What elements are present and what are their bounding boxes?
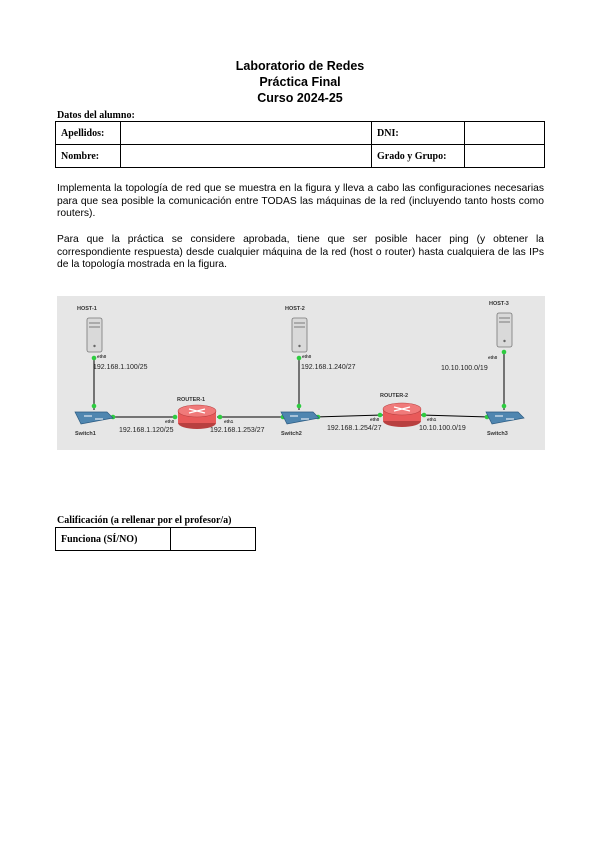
host-1-iface: eth0 <box>97 354 107 359</box>
title-line-1: Laboratorio de Redes <box>235 59 365 73</box>
host-1-ip: 192.168.1.100/25 <box>93 364 148 371</box>
topology-svg <box>57 296 545 450</box>
instructions-paragraph-2: Para que la práctica se considere aprobada, tiene que ser posible hacer ping (y obtener la correspondiente respuesta) desde cualquier máquina de la red (host o router) hasta cualquiera de las IPs de la topología mostrada en la figura. <box>57 234 544 270</box>
title-line-2: Práctica Final <box>259 75 341 89</box>
host-1-name: HOST-1 <box>77 306 97 312</box>
switch-2-name: Switch2 <box>281 431 302 437</box>
host-3-icon <box>497 313 512 347</box>
port-dot <box>297 356 302 361</box>
apellidos-label: Apellidos: <box>56 122 121 145</box>
grado-grupo-label: Grado y Grupo: <box>372 145 465 168</box>
nombre-label: Nombre: <box>56 145 121 168</box>
host-2-ip: 192.168.1.240/27 <box>301 364 356 371</box>
port-dot <box>422 413 427 418</box>
port-dot <box>218 415 223 420</box>
router-2-eth0-ip: 192.168.1.254/27 <box>327 425 382 432</box>
apellidos-field[interactable] <box>121 122 372 145</box>
grado-grupo-field[interactable] <box>465 145 545 168</box>
funciona-field[interactable] <box>171 528 256 551</box>
host-3-ip: 10.10.100.0/19 <box>441 365 488 372</box>
router-1-eth1-ip: 192.168.1.253/27 <box>210 427 265 434</box>
switch-1-icon <box>75 412 113 424</box>
port-dot <box>502 404 507 409</box>
grading-table <box>55 527 256 551</box>
router-1-eth0: eth0 <box>165 419 175 424</box>
dni-label: DNI: <box>372 122 465 145</box>
host-3-iface: eth0 <box>488 355 498 360</box>
student-data-table <box>55 121 545 168</box>
router-2-name: ROUTER-2 <box>380 393 409 399</box>
router-2-icon <box>383 403 421 427</box>
host-2-icon <box>292 318 307 352</box>
title-line-3: Curso 2024-25 <box>257 91 343 105</box>
host-2-iface: eth0 <box>302 354 312 359</box>
router-1-name: ROUTER-1 <box>177 397 206 403</box>
funciona-label: Funciona (SÍ/NO) <box>56 528 171 551</box>
port-dot <box>297 404 302 409</box>
nombre-field[interactable] <box>121 145 372 168</box>
port-dot <box>502 350 507 355</box>
instructions-paragraph-1: Implementa la topología de red que se muestra en la figura y lleva a cabo las configuraciones necesarias para que sea posible la comunicación entre TODAS las máquinas de la red (incluyendo tanto hosts como routers). <box>57 183 544 219</box>
student-data-label: Datos del alumno: <box>57 110 135 121</box>
router-1-eth1: eth1 <box>224 419 234 424</box>
router-1-eth0-ip: 192.168.1.120/25 <box>119 427 174 434</box>
router-2-eth0: eth0 <box>370 417 380 422</box>
router-2-eth1: eth1 <box>427 417 437 422</box>
network-topology-diagram <box>57 296 545 450</box>
host-3-name: HOST-3 <box>489 301 509 307</box>
switch-3-name: Switch3 <box>487 431 508 437</box>
port-dot <box>92 404 97 409</box>
switch-3-icon <box>486 412 524 424</box>
grading-label: Calificación (a rellenar por el profesor/a) <box>57 515 232 526</box>
router-2-eth1-ip: 10.10.100.0/19 <box>419 425 466 432</box>
switch-2-icon <box>281 412 319 424</box>
host-2-name: HOST-2 <box>285 306 305 312</box>
host-1-icon <box>87 318 102 352</box>
router-1-icon <box>178 405 216 429</box>
port-dot <box>92 356 97 361</box>
dni-field[interactable] <box>465 122 545 145</box>
switch-1-name: Switch1 <box>75 431 96 437</box>
